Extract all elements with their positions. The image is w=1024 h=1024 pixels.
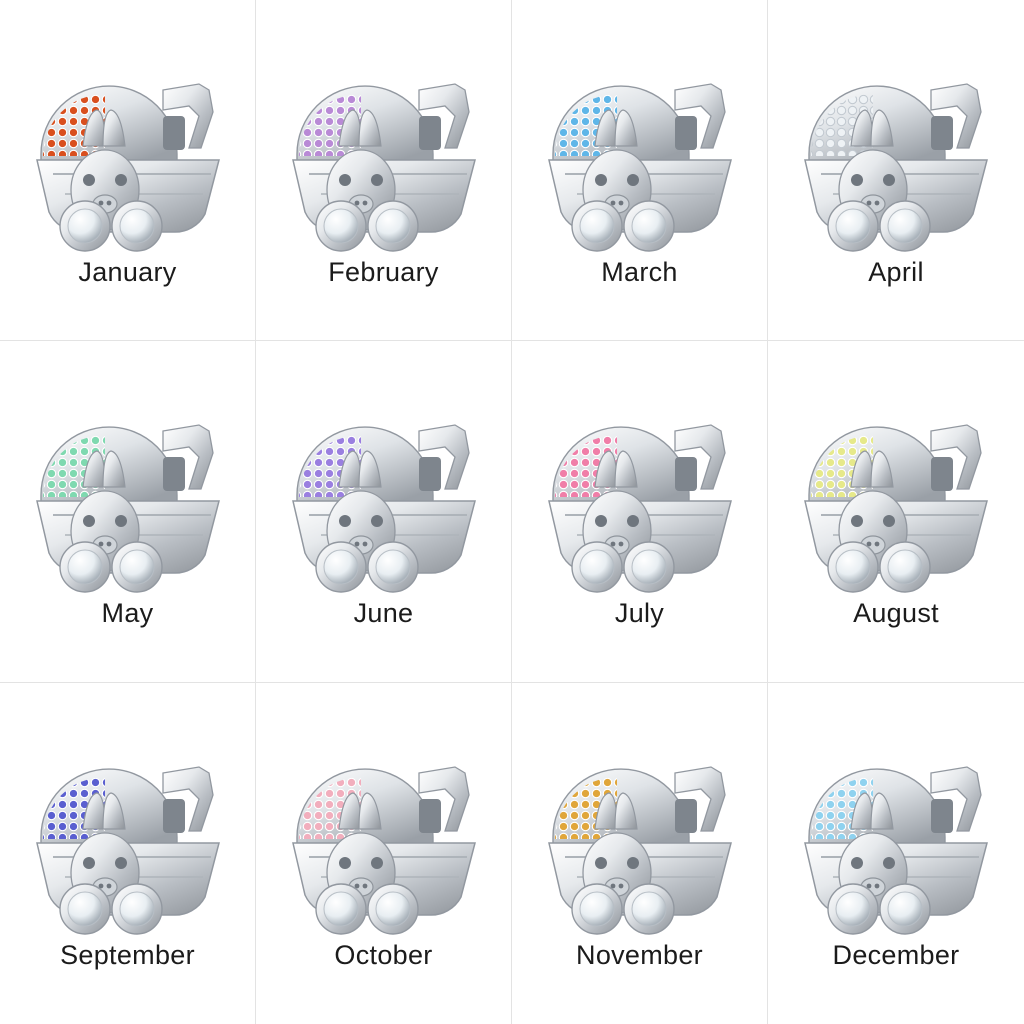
charm-image-july: [525, 369, 755, 594]
month-label: June: [353, 598, 414, 629]
baby-carriage-charm-icon: [13, 28, 243, 253]
baby-carriage-charm-icon: [781, 711, 1011, 936]
charm-image-march: [525, 28, 755, 253]
baby-carriage-charm-icon: [525, 369, 755, 594]
product-cell-january[interactable]: [0, 0, 256, 341]
baby-carriage-charm-icon: [781, 369, 1011, 594]
product-cell-february[interactable]: [256, 0, 512, 341]
month-label: January: [78, 257, 177, 287]
product-cell-november[interactable]: [512, 683, 768, 1024]
product-cell-december[interactable]: [768, 683, 1024, 1024]
baby-carriage-charm-icon: [13, 369, 243, 594]
month-label: February: [328, 257, 439, 287]
charm-image-august: [781, 369, 1011, 594]
charm-image-february: [269, 28, 499, 253]
charm-image-october: [269, 711, 499, 936]
charm-image-december: [781, 711, 1011, 936]
baby-carriage-charm-icon: [269, 711, 499, 936]
product-cell-september[interactable]: [0, 683, 256, 1024]
charm-image-november: [525, 711, 755, 936]
product-cell-june[interactable]: [256, 341, 512, 682]
product-cell-april[interactable]: [768, 0, 1024, 341]
month-label: April: [868, 257, 924, 287]
month-label: November: [576, 939, 703, 970]
baby-carriage-charm-icon: [781, 28, 1011, 253]
charm-image-september: [13, 711, 243, 936]
month-label: August: [853, 598, 939, 629]
charm-image-may: [13, 369, 243, 594]
baby-carriage-charm-icon: [269, 369, 499, 594]
product-cell-july[interactable]: [512, 341, 768, 682]
product-cell-october[interactable]: [256, 683, 512, 1024]
baby-carriage-charm-icon: [269, 28, 499, 253]
month-label: September: [60, 939, 195, 970]
product-cell-march[interactable]: [512, 0, 768, 341]
month-label: December: [832, 939, 960, 970]
baby-carriage-charm-icon: [13, 711, 243, 936]
month-label: October: [334, 939, 433, 970]
baby-carriage-charm-icon: [525, 711, 755, 936]
month-label: July: [614, 598, 665, 629]
charm-image-june: [269, 369, 499, 594]
month-label: May: [101, 598, 154, 629]
charm-image-april: [781, 28, 1011, 253]
product-cell-august[interactable]: [768, 341, 1024, 682]
baby-carriage-charm-icon: [525, 28, 755, 253]
month-label: March: [601, 257, 678, 287]
product-cell-may[interactable]: [0, 341, 256, 682]
charm-image-january: [13, 28, 243, 253]
